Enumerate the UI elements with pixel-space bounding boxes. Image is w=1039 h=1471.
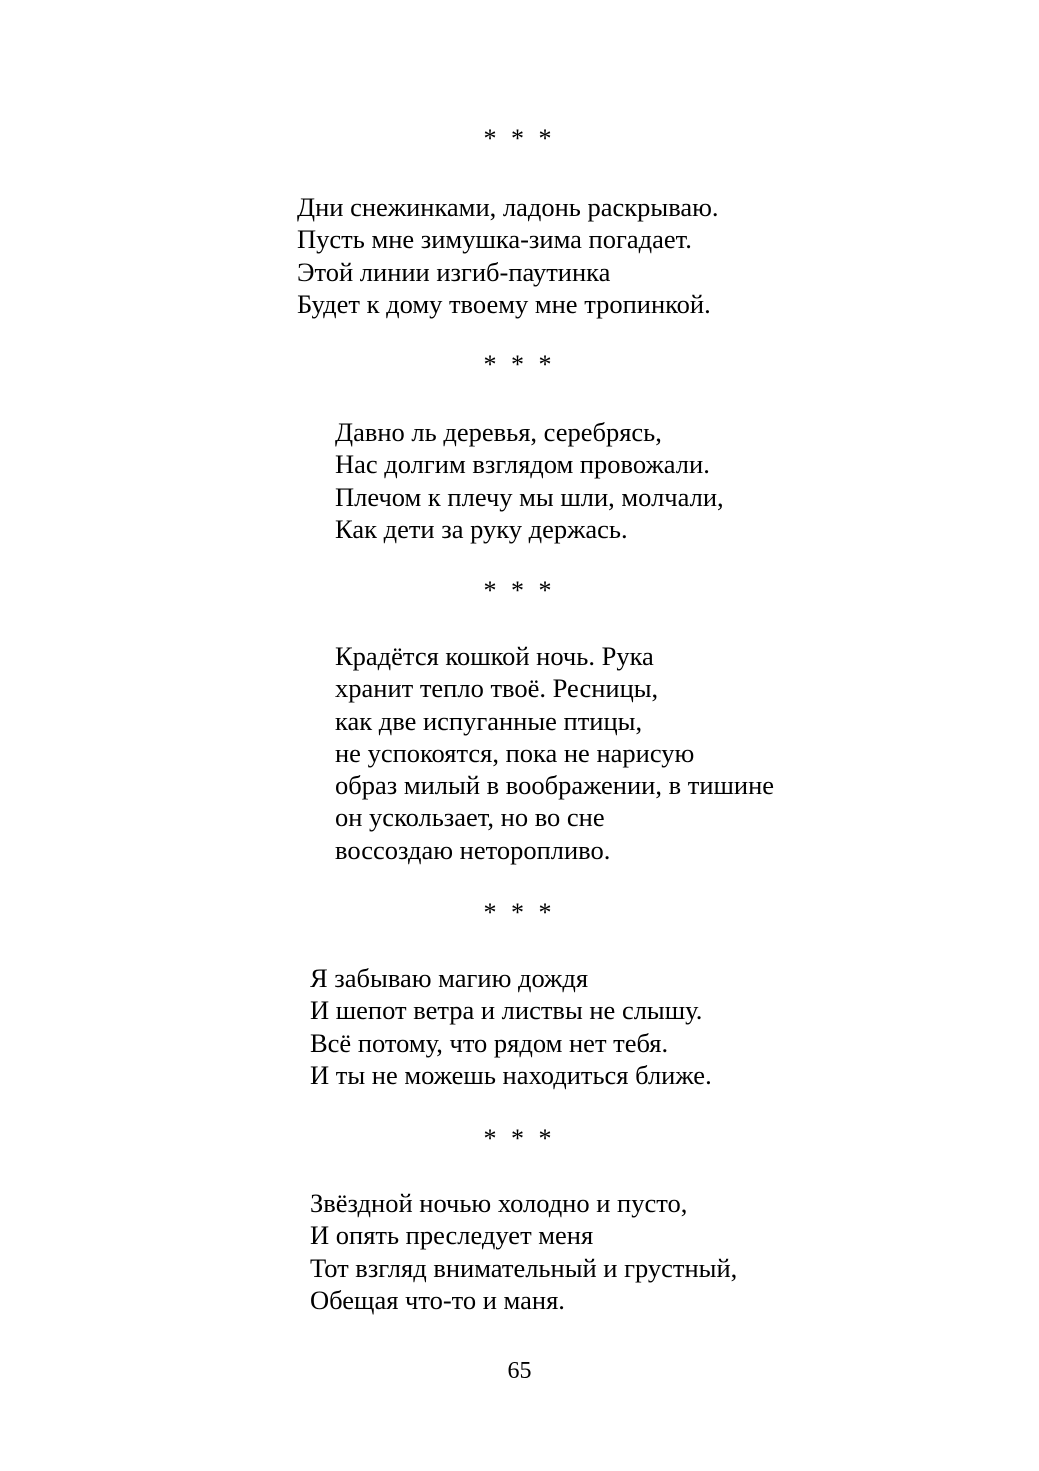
page-number: 65 [507, 1358, 532, 1384]
poem-line: он ускользает, но во сне [335, 802, 605, 833]
poem-stanza [335, 640, 774, 866]
poem-line: Я забываю магию дождя [310, 963, 589, 993]
poem-line: И ты не можешь находиться ближе. [310, 1059, 712, 1090]
poem-line: Давно ль деревья, серебрясь, [335, 417, 662, 447]
poem-line: Всё потому, что рядом нет тебя. [310, 1027, 669, 1058]
poem-line: как две испуганные птицы, [335, 705, 643, 736]
poem-line: Этой линии изгиб-паутинка [297, 256, 611, 287]
section-separator: * * * [483, 898, 556, 927]
poem-line: Нас долгим взглядом провожали. [335, 449, 710, 480]
poem-line: Пусть мне зимушка-зима погадает. [297, 224, 692, 255]
poem-line: И шепот ветра и листвы не слышу. [310, 995, 703, 1026]
poem-line: Звёздной ночью холодно и пусто, [310, 1188, 688, 1218]
section-separator: * * * [483, 576, 556, 605]
poem-line: Дни снежинками, ладонь раскрываю. [297, 192, 719, 222]
poem-line: образ милый в воображении, в тишине [335, 770, 775, 801]
poem-line: воссоздаю неторопливо. [335, 834, 611, 865]
poem-line: Крадётся кошкой ночь. Рука [335, 641, 654, 671]
poem-line: хранит тепло твоё. Ресницы, [335, 673, 659, 704]
section-separator: * * * [483, 350, 556, 379]
section-separator: * * * [483, 124, 556, 153]
poem-line: Тот взгляд внимательный и грустный, [310, 1252, 738, 1283]
poem-stanza [310, 1187, 737, 1316]
poem-stanza [310, 962, 712, 1091]
poem-stanza [297, 191, 719, 320]
poem-line: Обещая что-то и маня. [310, 1284, 565, 1315]
section-separator: * * * [483, 1124, 556, 1153]
poem-line: не успокоятся, пока не нарисую [335, 737, 695, 768]
poem-line: Плечом к плечу мы шли, молчали, [335, 481, 724, 512]
poem-line: Будет к дому твоему мне тропинкой. [297, 288, 711, 319]
poem-stanza [335, 416, 724, 545]
poem-line: И опять преследует меня [310, 1220, 594, 1251]
poem-line: Как дети за руку держась. [335, 513, 628, 544]
